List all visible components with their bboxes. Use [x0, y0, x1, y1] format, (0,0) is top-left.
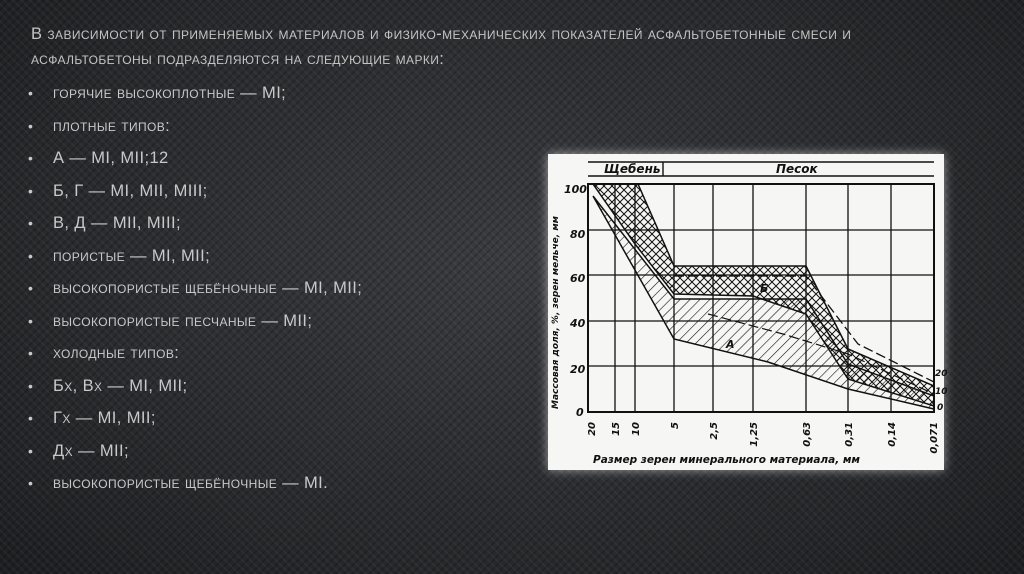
bullet-dot-icon: •	[28, 312, 34, 329]
x-tick-labels	[587, 422, 940, 454]
chart-header-band	[588, 162, 934, 176]
bullet-item	[28, 470, 362, 503]
slide-heading: В зависимости от применяемых материалов и физико-механических показателей асфальтобетонные смеси и асфальтобетоны подразделяются на следующие марки:	[31, 25, 852, 68]
x-tick-label: 10	[631, 422, 642, 436]
bullet-item	[28, 243, 362, 276]
bullet-item	[28, 373, 362, 406]
grading-curve-svg	[548, 154, 948, 470]
y-tick-label: 100	[564, 183, 587, 196]
bullet-text: высокопористые щебёночные — МI.	[53, 474, 329, 492]
y-tick-label: 80	[570, 228, 586, 241]
bullet-dot-icon: •	[28, 280, 34, 296]
bullet-item	[28, 178, 362, 211]
grading-curve-figure	[548, 154, 948, 470]
bullet-dot-icon: •	[28, 410, 34, 426]
y-tick-label: 0	[576, 406, 584, 419]
bullet-dot-icon: •	[28, 247, 34, 264]
y-tick-label: 40	[570, 317, 586, 330]
zone-b-band	[593, 184, 934, 406]
x-tick-label: 0,071	[929, 422, 940, 454]
bullet-text: высокопористые щебёночные — МI, МII;	[53, 279, 363, 297]
bullet-item	[28, 275, 362, 308]
bullet-item	[28, 145, 362, 178]
bullet-dot-icon: •	[28, 150, 34, 166]
bullet-dot-icon: •	[28, 182, 34, 199]
bullet-list	[28, 80, 362, 503]
bullet-text: А — МI, МII;12	[53, 149, 169, 167]
bullet-text: Б, Г — МI, МII, МIII;	[53, 181, 208, 200]
bullet-dot-icon: •	[28, 117, 34, 134]
y-tick-labels	[564, 183, 587, 419]
bullet-item	[28, 438, 362, 471]
bullet-item	[28, 210, 362, 243]
x-tick-label: 0,63	[802, 422, 813, 447]
bullet-item	[28, 340, 362, 373]
bullet-text: холодные типов:	[53, 344, 180, 362]
bullet-dot-icon: •	[28, 345, 34, 361]
bullet-dot-icon: •	[28, 475, 34, 491]
bullet-text: высокопористые песчаные — МII;	[53, 311, 313, 330]
bullet-text: Гх — МI, МII;	[53, 409, 156, 427]
bullet-dot-icon: •	[28, 442, 34, 459]
bullet-item	[28, 80, 362, 113]
bullet-dot-icon: •	[28, 215, 34, 231]
label-sand: Песок	[776, 162, 818, 176]
x-tick-label: 0,31	[844, 422, 855, 447]
y-tick-label: 20	[570, 363, 586, 376]
right-tick-label: 20	[935, 369, 948, 379]
right-tick-labels	[935, 369, 948, 413]
x-tick-label: 2,5	[709, 422, 720, 440]
bullet-item	[28, 113, 362, 146]
bullet-dot-icon: •	[28, 85, 34, 101]
bullet-text: горячие высокоплотные — МI;	[53, 84, 287, 102]
bullet-text: плотные типов:	[53, 116, 171, 135]
bullet-text: пористые — МI, МII;	[53, 246, 211, 265]
x-axis-label: Размер зерен минерального материала, мм	[593, 454, 861, 466]
curve-label-a: А	[726, 338, 735, 351]
x-tick-label: 0,14	[887, 422, 898, 447]
right-tick-label: 10	[935, 387, 948, 397]
x-tick-label: 20	[587, 422, 598, 436]
bullet-text: В, Д — МII, МIII;	[53, 214, 181, 232]
y-tick-label: 60	[570, 272, 586, 285]
bullet-text: Бх, Вх — МI, МII;	[53, 376, 188, 395]
curve-label-b: Б	[760, 282, 769, 295]
x-tick-label: 15	[611, 422, 622, 436]
x-tick-label: 5	[670, 422, 681, 429]
bullet-item	[28, 308, 362, 341]
bullet-text: Дх — МII;	[53, 441, 129, 460]
bullet-dot-icon: •	[28, 377, 34, 394]
y-axis-label: Массовая доля, %, зерен мельче, мм	[551, 215, 561, 409]
x-tick-label: 1,25	[749, 422, 760, 447]
right-tick-label: 0	[937, 403, 944, 413]
label-crushed-stone: Щебень	[604, 162, 661, 176]
bullet-item	[28, 405, 362, 438]
